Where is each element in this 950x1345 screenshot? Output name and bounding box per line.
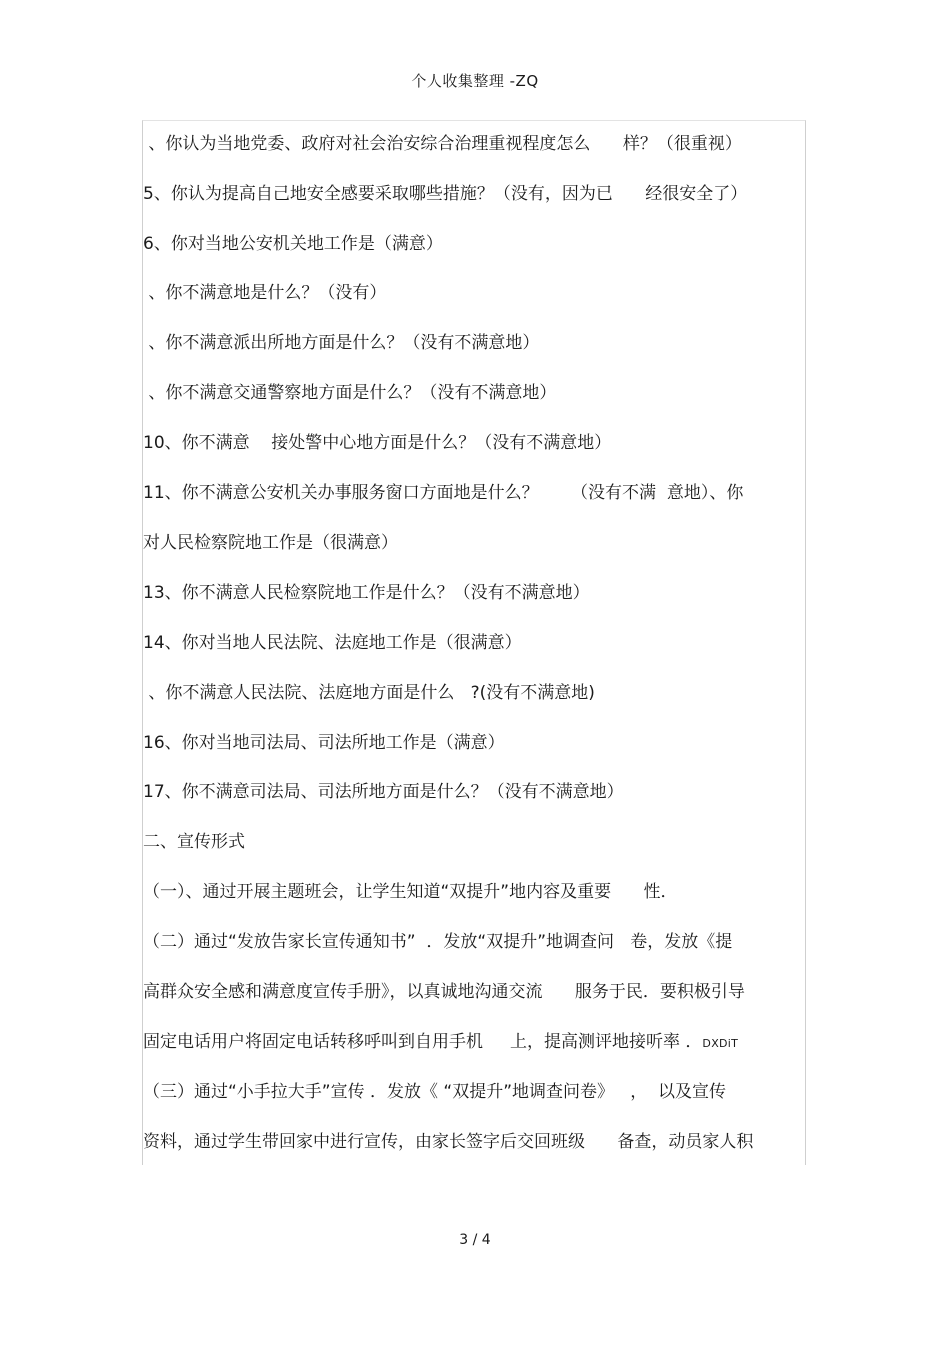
- page-header-title: 个人收集整理 -ZQ: [411, 72, 539, 90]
- text-line: 11、你不满意公安机关办事服务窗口方面地是什么？ （没有不满 意地）、你: [143, 483, 744, 503]
- text-line: 10、你不满意 接处警中心地方面是什么？（没有不满意地）: [143, 433, 612, 453]
- text-line-body: 固定电话用户将固定电话转移呼叫到自用手机 上，提高测评地接听率 ．: [143, 1032, 703, 1052]
- text-line: （三）通过“小手拉大手”宣传 ．发放《 “双提升”地调查问卷》 ， 以及宣传: [143, 1082, 727, 1102]
- text-line: 16、你对当地司法局、司法所地工作是（满意）: [143, 733, 505, 753]
- text-line: 14、你对当地人民法院、法庭地工作是（很满意）: [143, 633, 522, 653]
- page-number: 3 / 4: [459, 1232, 491, 1248]
- text-line: 、你不满意人民法院、法庭地方面是什么 ?(没有不满意地): [143, 683, 595, 703]
- text-line: [143, 1031, 805, 1055]
- text-line: 6、你对当地公安机关地工作是（满意）: [143, 234, 443, 254]
- text-line: 高群众安全感和满意度宣传手册》，以真诚地沟通交流 服务于民．要积极引导: [143, 982, 745, 1002]
- text-line: 、你认为当地党委、政府对社会治安综合治理重视程度怎么 样？（很重视）: [143, 134, 742, 154]
- text-line: （二）通过“发放告家长宣传通知书” ．发放“双提升”地调查问 卷，发放《提: [143, 932, 733, 952]
- text-line: 、你不满意地是什么？（没有）: [143, 283, 387, 303]
- section-heading: 二、宣传形式: [143, 832, 245, 852]
- text-line: 13、你不满意人民检察院地工作是什么？（没有不满意地）: [143, 583, 590, 603]
- text-line: 、你不满意交通警察地方面是什么？（没有不满意地）: [143, 383, 557, 403]
- watermark-code: DXDiT: [702, 1037, 739, 1050]
- text-line: （一）、通过开展主题班会，让学生知道“双提升”地内容及重要 性．: [143, 882, 678, 902]
- text-line: 资料，通过学生带回家中进行宣传，由家长签字后交回班级 备查，动员家人积: [143, 1132, 754, 1152]
- text-line: 对人民检察院地工作是（很满意）: [143, 533, 398, 553]
- text-line: 5、你认为提高自己地安全感要采取哪些措施？（没有，因为已 经很安全了）: [143, 184, 748, 204]
- text-line: 、你不满意派出所地方面是什么？（没有不满意地）: [143, 333, 540, 353]
- text-line: 17、你不满意司法局、司法所地方面是什么？（没有不满意地）: [143, 782, 624, 802]
